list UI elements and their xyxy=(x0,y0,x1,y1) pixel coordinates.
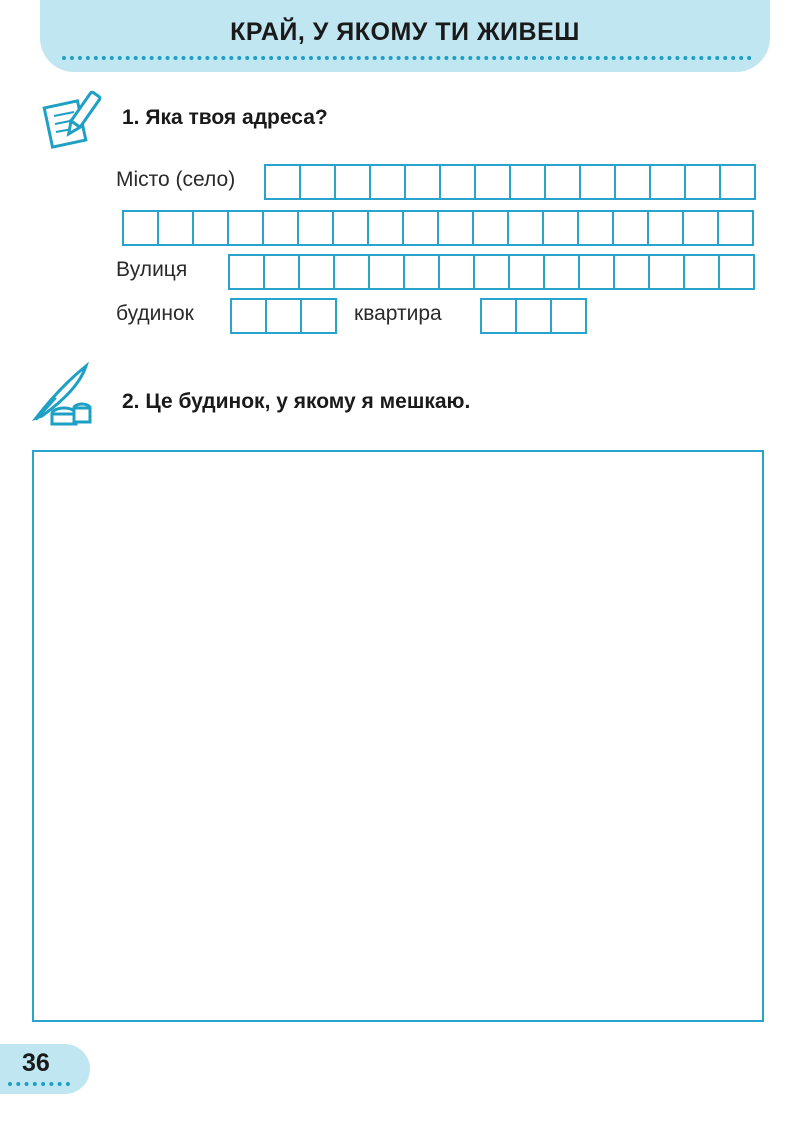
house-cells[interactable] xyxy=(230,298,335,332)
letter-cell[interactable] xyxy=(262,210,299,246)
letter-cell[interactable] xyxy=(578,254,615,290)
letter-cell[interactable] xyxy=(297,210,334,246)
letter-cell[interactable] xyxy=(332,210,369,246)
letter-cell[interactable] xyxy=(684,164,721,200)
pencil-paper-icon xyxy=(42,88,104,150)
letter-cell[interactable] xyxy=(265,298,302,334)
letter-cell[interactable] xyxy=(577,210,614,246)
letter-cell[interactable] xyxy=(230,298,267,334)
letter-cell[interactable] xyxy=(334,164,371,200)
letter-cell[interactable] xyxy=(437,210,474,246)
letter-cell[interactable] xyxy=(544,164,581,200)
letter-cell[interactable] xyxy=(367,210,404,246)
street-label: Вулиця xyxy=(116,258,188,281)
letter-cell[interactable] xyxy=(264,164,301,200)
letter-cell[interactable] xyxy=(157,210,194,246)
letter-cell[interactable] xyxy=(299,164,336,200)
letter-cell[interactable] xyxy=(472,210,509,246)
letter-cell[interactable] xyxy=(613,254,650,290)
letter-cell[interactable] xyxy=(402,210,439,246)
letter-cell[interactable] xyxy=(718,254,755,290)
letter-cell[interactable] xyxy=(647,210,684,246)
page-title: КРАЙ, У ЯКОМУ ТИ ЖИВЕШ xyxy=(230,18,580,46)
city-cells-row2[interactable] xyxy=(122,210,752,244)
letter-cell[interactable] xyxy=(474,164,511,200)
city-cells-row1[interactable] xyxy=(264,164,754,198)
letter-cell[interactable] xyxy=(682,210,719,246)
letter-cell[interactable] xyxy=(122,210,159,246)
letter-cell[interactable] xyxy=(648,254,685,290)
city-label: Місто (село) xyxy=(116,168,236,191)
letter-cell[interactable] xyxy=(542,210,579,246)
letter-cell[interactable] xyxy=(550,298,587,334)
letter-cell[interactable] xyxy=(300,298,337,334)
letter-cell[interactable] xyxy=(719,164,756,200)
letter-cell[interactable] xyxy=(227,210,264,246)
letter-cell[interactable] xyxy=(683,254,720,290)
letter-cell[interactable] xyxy=(579,164,616,200)
page-number-dots xyxy=(8,1082,70,1090)
letter-cell[interactable] xyxy=(369,164,406,200)
letter-cell[interactable] xyxy=(439,164,476,200)
drawing-area[interactable] xyxy=(32,450,764,1022)
letter-cell[interactable] xyxy=(333,254,370,290)
letter-cell[interactable] xyxy=(509,164,546,200)
letter-cell[interactable] xyxy=(368,254,405,290)
house-label: будинок xyxy=(116,302,194,325)
letter-cell[interactable] xyxy=(515,298,552,334)
letter-cell[interactable] xyxy=(612,210,649,246)
apartment-label: квартира xyxy=(354,302,442,325)
letter-cell[interactable] xyxy=(473,254,510,290)
task1-title: 1. Яка твоя адреса? xyxy=(122,106,328,129)
letter-cell[interactable] xyxy=(717,210,754,246)
letter-cell[interactable] xyxy=(404,164,441,200)
letter-cell[interactable] xyxy=(403,254,440,290)
letter-cell[interactable] xyxy=(507,210,544,246)
letter-cell[interactable] xyxy=(192,210,229,246)
letter-cell[interactable] xyxy=(438,254,475,290)
letter-cell[interactable] xyxy=(649,164,686,200)
page-number: 36 xyxy=(22,1049,50,1077)
letter-cell[interactable] xyxy=(228,254,265,290)
quill-inkwell-icon xyxy=(26,360,96,430)
letter-cell[interactable] xyxy=(543,254,580,290)
street-cells[interactable] xyxy=(228,254,753,288)
letter-cell[interactable] xyxy=(298,254,335,290)
letter-cell[interactable] xyxy=(480,298,517,334)
letter-cell[interactable] xyxy=(508,254,545,290)
letter-cell[interactable] xyxy=(614,164,651,200)
task2-title: 2. Це будинок, у якому я мешкаю. xyxy=(122,390,471,413)
apartment-cells[interactable] xyxy=(480,298,585,332)
letter-cell[interactable] xyxy=(263,254,300,290)
header-dotted-line xyxy=(62,56,752,64)
